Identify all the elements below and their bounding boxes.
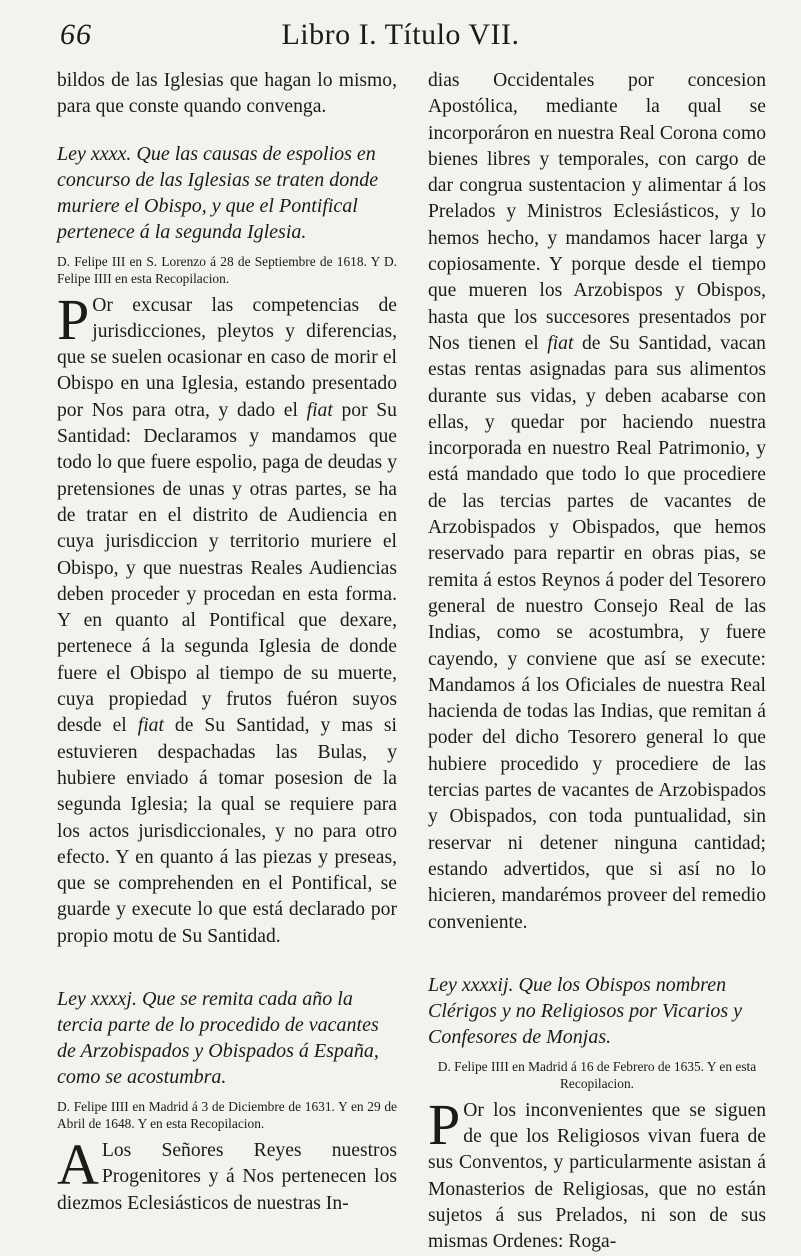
paragraph-continuation: bildos de las Iglesias que hagan lo mismo, para que conste quando convenga. — [57, 70, 397, 118]
law-reference-xxxxj: D. Felipe IIII en Madrid á 3 de Diciembre de 1631. Y en 29 de Abril de 1648. Y en esta Recopilacion. — [57, 1099, 397, 1132]
paragraph-continuation — [428, 68, 766, 936]
page-number: 66 — [60, 18, 92, 51]
law-text: dias Occidentales por concesion Apostólica, mediante la qual se incorporáron en nuestra Real Corona como bienes libres y temporales, con cargo de dar congrua sustentacion y alimentar á los Prelados y Ministros Eclesiásticos, y lo hemos hecho, y mandamos hacer larga y copiosamente. Y porque desde el tiempo que mueren los Arzobispos y Obispos, hasta que los succesores presentados por Nos tienen el — [428, 70, 766, 354]
right-column — [428, 68, 766, 1256]
law-body-xxxxj — [57, 1132, 397, 1217]
fiat-italic: fiat — [306, 399, 333, 421]
law-body-xxxx — [57, 286, 397, 950]
drop-cap: P — [57, 286, 90, 352]
law-text: de Su Santidad, y mas si estuvieren despachadas las Bulas, y hubiere enviado á tomar posesion de la segunda Iglesia; la qual se requiere para los actos jurisdiccionales, y no para otro efecto. Y en quanto á las piezas y preseas, que se comprehenden en el Pontifical, se guarde y execute lo que está declarado por propio motu de Su Santidad. — [57, 715, 397, 947]
law-text: Los Señores Reyes nuestros Progenitores y á Nos pertenecen los diezmos Eclesiásticos de nuestras In- — [57, 1140, 397, 1214]
running-title: Libro I. Título VII. — [281, 18, 520, 51]
law-text: Or excusar las competencias de jurisdicciones, pleytos y diferencias, que se suelen ocasionar en caso de morir el Obispo en una Iglesia, estando presentado por Nos para otra, y dado el — [57, 294, 397, 421]
page-header — [0, 14, 801, 58]
law-title-xxxxj: Ley xxxxj. Que se remita cada año la tercia parte de lo procedido de vacantes de Arzobispados y Obispados á España, como se acostumbra. — [57, 988, 379, 1089]
law-reference-xxxxij: D. Felipe IIII en Madrid á 16 de Febrero de 1635. Y en esta Recopilacion. — [437, 1058, 757, 1091]
fiat-italic: fiat — [547, 332, 574, 354]
law-title-xxxxij: Ley xxxxij. Que los Obispos nombren Clérigos y no Religiosos por Vicarios y Confesores de Monjas. — [428, 973, 743, 1048]
drop-cap: A — [57, 1132, 99, 1198]
law-text: Or los inconvenientes que se siguen de que los Religiosos vivan fuera de sus Conventos, y particularmente asistan á Monasterios de Religiosas, que no están sujetos á sus Prelados, ni son de sus mismas Ordenes: Roga- — [428, 1099, 766, 1253]
law-reference-xxxx: D. Felipe III en S. Lorenzo á 28 de Septiembre de 1618. Y D. Felipe IIII en esta Recopilacion. — [57, 253, 397, 286]
fiat-italic: fiat — [137, 715, 164, 737]
drop-cap: P — [428, 1091, 461, 1157]
law-body-xxxxij — [428, 1091, 766, 1256]
left-column — [57, 68, 397, 1217]
law-text: por Su Santidad: Declaramos y mandamos que todo lo que fuere espolio, paga de deudas y pretensiones de unas y otras partes, se ha de tratar en el distrito de Audiencia en cuya jurisdiccion y territorio muriere el Obispo, y que nuestras Reales Audiencias deben proceder y procedan en esta forma. Y en quanto al Pontifical que dexare, pertenece á la segunda Iglesia de donde fuere el Obispo al tiempo de su muerte, cuya propiedad y frutos fuéron suyos desde el — [57, 399, 397, 737]
law-title-xxxx: Ley xxxx. Que las causas de espolios en concurso de las Iglesias se traten donde muriere el Obispo, y que el Pontifical pertenece á la segunda Iglesia. — [57, 142, 379, 243]
law-text: de Su Santidad, vacan estas rentas asignadas para sus alimentos durante sus vidas, y deben acabarse con ellas, y quedar por haciendo nuestra incorporada en nuestro Real Patrimonio, y está mandado que todo lo que procediere de las tercias partes de vacantes de Arzobispados y Obispados, que hemos reservado para repartir en obras pias, se remita á estos Reynos á poder del Tesorero general de nuestro Consejo Real de las Indias, como se acostumbra, y fuere cayendo, y conviene que así se execute: Mandamos á los Oficiales de nuestra Real hacienda de todas las Indias, que remitan á poder del dicho Tesorero general lo que hubiere procedido y procediere de las tercias partes de vacantes de Arzobispados y Obispados, con toda puntualidad, sin reservar ni detener ninguna cantidad; estando advertidos, que si así no lo hicieren, mandarémos proveer del remedio conveniente. — [428, 332, 766, 933]
